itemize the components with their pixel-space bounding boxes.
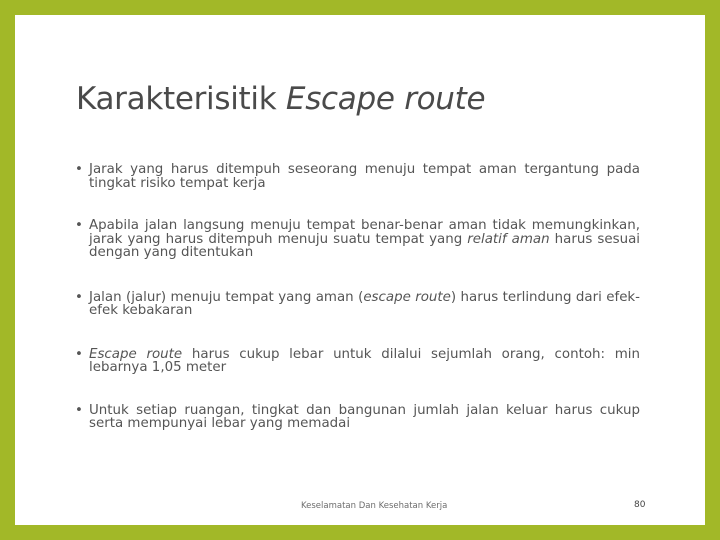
- bullet-item: [75, 291, 640, 318]
- bullet-item: [75, 404, 640, 431]
- slide-title: [76, 81, 485, 117]
- bullet-dot: •: [75, 289, 83, 305]
- bullet-item: [75, 219, 640, 260]
- slide: [15, 15, 705, 525]
- bullet-text: harus sesuai dengan yang ditentukan: [89, 231, 640, 260]
- bullet-text: Untuk setiap ruangan, tingkat dan bangunan jumlah jalan keluar harus cukup serta mempunyai lebar yang memadai: [89, 402, 640, 431]
- bullet-item: [75, 348, 640, 375]
- bullet-dot: •: [75, 346, 83, 362]
- bullet-italic-text: relatif aman: [467, 231, 550, 247]
- title-italic: Escape route: [285, 81, 486, 117]
- bullet-dot: •: [75, 402, 83, 418]
- bullet-item: [75, 163, 640, 190]
- bullet-text: Apabila jalan langsung menuju tempat benar-benar aman tidak memungkinkan, jarak yang harus ditempuh menuju suatu tempat yang: [89, 218, 640, 247]
- bullet-italic-text: Escape route: [89, 346, 183, 362]
- slide-footer: Keselamatan Dan Kesehatan Kerja: [301, 501, 448, 511]
- bullet-text: harus cukup lebar untuk dilalui sejumlah orang, contoh: min lebarnya 1,05 meter: [89, 346, 640, 375]
- bullet-list: [75, 163, 640, 460]
- bullet-text: Jarak yang harus ditempuh seseorang menuju tempat aman tergantung pada tingkat risiko tempat kerja: [89, 162, 640, 191]
- bullet-italic-text: escape route: [363, 289, 451, 305]
- bullet-text: Jalan (jalur) menuju tempat yang aman (: [89, 289, 364, 305]
- bullet-text: ) harus terlindung dari efek-efek kebakaran: [89, 289, 641, 318]
- title-main: Karakterisitik: [76, 81, 286, 117]
- bullet-dot: •: [75, 218, 83, 233]
- page-number: 80: [634, 500, 646, 510]
- bullet-dot: •: [75, 162, 83, 177]
